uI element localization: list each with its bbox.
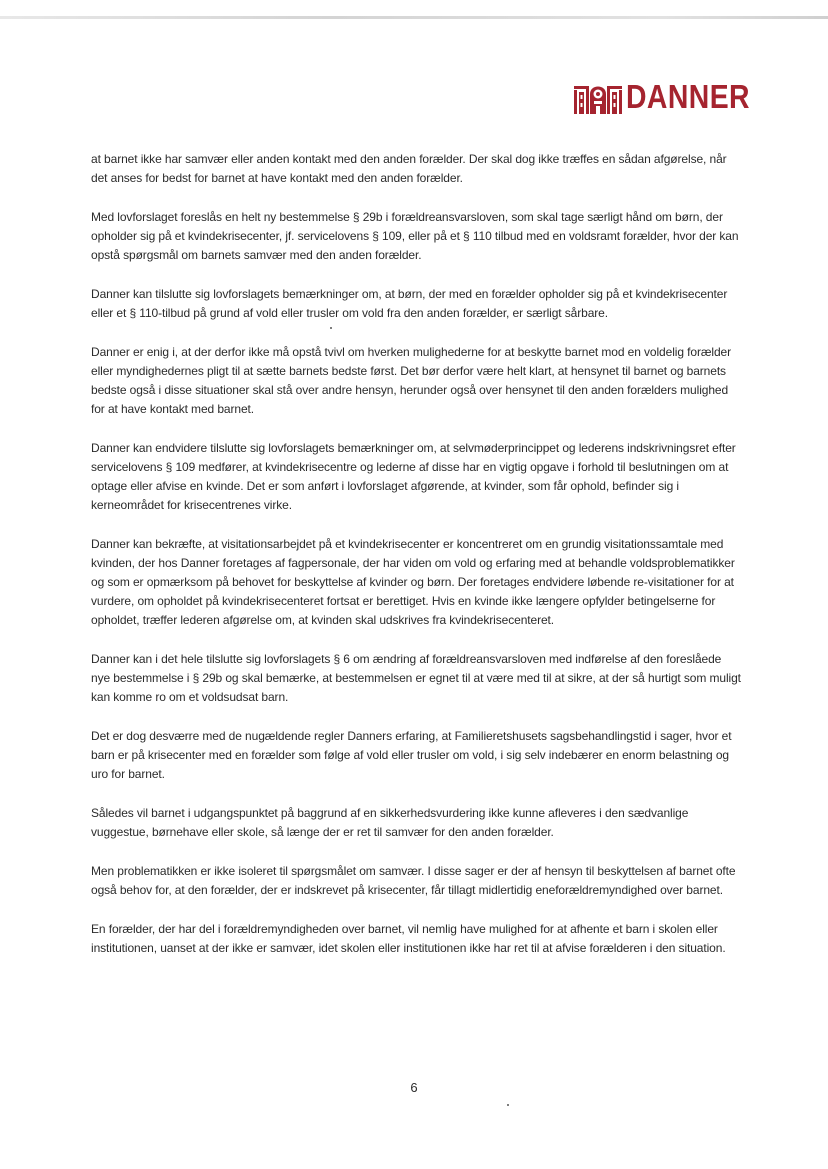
- danner-logo: [574, 80, 770, 114]
- paragraph: Danner kan tilslutte sig lovforslagets bemærkninger om, at børn, der med en forælder opholder sig på et kvindekrisecenter eller et § 110-tilbud på grund af vold eller trusler om vold fra den anden forælder, er særligt sårbare.: [91, 287, 728, 320]
- paragraph: Danner kan endvidere tilslutte sig lovforslagets bemærkninger om, at selvmøderprincippet og lederens indskrivningsret efter servicelovens § 109 medfører, at kvindekrisecentre og lederne af disse har en vigtig opgave i forhold til beslutningen om at optage eller afvise en kvinde. Det er som anført i lovforslaget afgørende, at kvinder, som får ophold, befinder sig i kerneområdet for krisecentrenes virke.: [91, 441, 736, 512]
- paragraph: En forælder, der har del i forældremyndigheden over barnet, vil nemlig have mulighed for at afhente et barn i skolen eller institutionen, uanset at der ikke er samvær, idet skolen eller institutionen ikke har ret til at afvise forælderen i den situation.: [91, 922, 726, 955]
- paragraph: Med lovforslaget foreslås en helt ny bestemmelse § 29b i forældreansvarsloven, som skal tage særligt hånd om børn, der opholder sig på et kvindekrisecenter, jf. servicelovens § 109, eller på et § 110 tilbud med en voldsramt forælder, hvor der kan opstå spørgsmål om barnets samvær med den anden forælder.: [91, 210, 739, 262]
- paragraph: Danner kan i det hele tilslutte sig lovforslagets § 6 om ændring af forældreansvarsloven med indførelse af den foreslåede nye bestemmelse i § 29b og skal bemærke, at bestemmelsen er egnet til at være med til at sikre, at der så hurtigt som muligt kan komme ro om et voldsudsat barn.: [91, 652, 741, 704]
- scan-speck: [330, 327, 332, 329]
- paragraph: Danner er enig i, at der derfor ikke må opstå tvivl om hverken mulighederne for at beskytte barnet mod en voldelig forælder eller myndighedernes pligt til at sætte barnets bedste først. Det bør derfor være helt klart, at hensynet til barnet og barnets bedste også i disse situationer skal stå over andre hensyn, herunder også over hensynet til den anden forælders mulighed for at have kontakt med barnet.: [91, 345, 732, 416]
- danner-building-icon: [574, 80, 622, 114]
- paragraph: Således vil barnet i udgangspunktet på baggrund af en sikkerhedsvurdering ikke kunne afleveres i den sædvanlige vuggestue, børnehave eller skole, så længe der er ret til samvær for den anden forælder.: [91, 806, 689, 839]
- document-body: [91, 150, 741, 978]
- paragraph: Danner kan bekræfte, at visitationsarbejdet på et kvindekrisecenter er koncentreret om en grundig visitationssamtale med kvinden, der hos Danner foretages af fagpersonale, der har viden om vold og erfaring med at behandle voldsproblematikker og som er opmærksom på behovet for beskyttelse af kvinder og børn. Der foretages endvidere løbende re-visitationer for at vurdere, om opholdet på kvindekrisecenteret fortsat er berettiget. Hvis en kvinde ikke længere opfylder betingelserne for opholdet, træffer lederen afgørelse om, at kvinden skal udskrives fra kvindekrisecenteret.: [91, 537, 735, 627]
- paragraph: at barnet ikke har samvær eller anden kontakt med den anden forælder. Der skal dog ikke træffes en sådan afgørelse, når det anses for bedst for barnet at have kontakt med den anden forælder.: [91, 152, 727, 185]
- scan-speck: [507, 1104, 509, 1106]
- logo-text: DANNER: [626, 78, 750, 115]
- paragraph: Men problematikken er ikke isoleret til spørgsmålet om samvær. I disse sager er der af hensyn til beskyttelsen af barnet ofte også behov for, at den forælder, der er indskrevet på krisecenter, får tillagt midlertidig eneforældremyndighed over barnet.: [91, 864, 736, 897]
- page-number: 6: [410, 1080, 418, 1095]
- scan-edge: [0, 16, 828, 19]
- paragraph: Det er dog desværre med de nugældende regler Danners erfaring, at Familieretshusets sagsbehandlingstid i sager, hvor et barn er på krisecenter med en forælder som følge af vold eller trusler om vold, i sig selv indebærer en enorm belastning og uro for barnet.: [91, 729, 732, 781]
